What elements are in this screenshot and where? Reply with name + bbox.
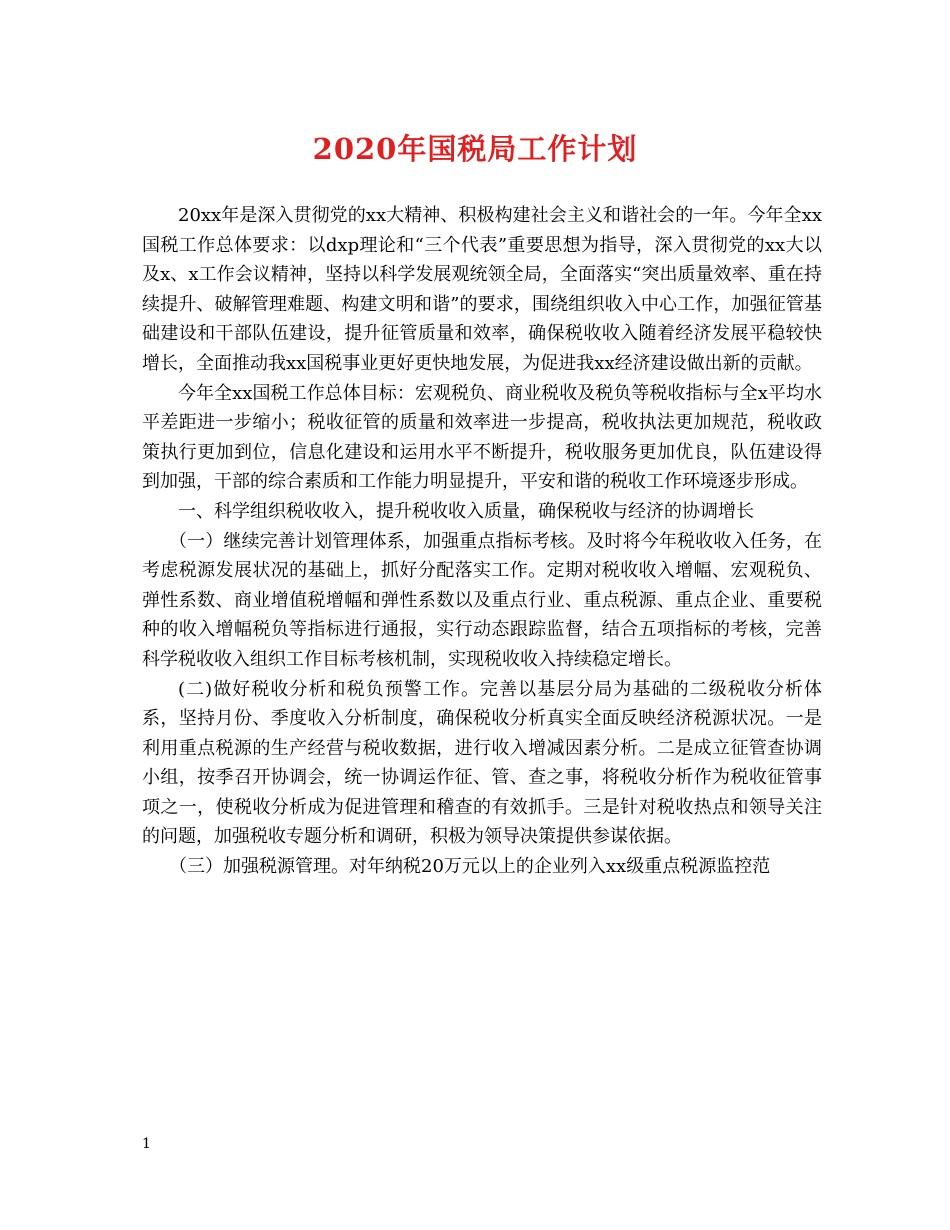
page-number: 1 [142, 1136, 151, 1152]
paragraph-item-1: （一）继续完善计划管理体系，加强重点指标考核。及时将今年税收收入任务，在考虑税源发展状况的基础上，抓好分配落实工作。定期对税收收入增幅、宏观税负、弹性系数、商业增值税增幅和弹性系数以及重点行业、重点税源、重点企业、重要税种的收入增幅税负等指标进行通报，实行动态跟踪监督，结合五项指标的考核，完善科学税收收入组织工作目标考核机制，实现税收收入持续稳定增长。 [142, 530, 822, 670]
paragraph-item-3: （三）加强税源管理。对年纳税20万元以上的企业列入xx级重点税源监控范 [169, 856, 771, 878]
paragraph-item-2: (二)做好税收分析和税负预警工作。完善以基层分局为基础的二级税收分析体系，坚持月份、季度收入分析制度，确保税收分析真实全面反映经济税源状况。一是利用重点税源的生产经营与税收数据，进行收入增减因素分析。二是成立征管查协调小组，按季召开协调会，统一协调运作征、管、查之事，将税收分析作为税收征管事项之一，使税收分析成为促进管理和稽查的有效抓手。三是针对税收热点和领导关注的问题，加强税收专题分析和调研，积极为领导决策提供参谋依据。 [142, 678, 822, 848]
paragraph-goals: 今年全xx国税工作总体目标：宏观税负、商业税收及税负等税收指标与全x平均水平差距进一步缩小；税收征管的质量和效率进一步提高，税收执法更加规范，税收政策执行更加到位，信息化建设和运用水平不断提升，税收服务更加优良，队伍建设得到加强，干部的综合素质和工作能力明显提升，平安和谐的税收工作环境逐步形成。 [142, 382, 822, 493]
paragraph-intro: 20xx年是深入贯彻党的xx大精神、积极构建社会主义和谐社会的一年。今年全xx国税工作总体要求：以dxp理论和“三个代表”重要思想为指导，深入贯彻党的xx大以及x、x工作会议精神，坚持以科学发展观统领全局，全面落实“突出质量效率、重在持续提升、破解管理难题、构建文明和谐”的要求，围绕组织收入中心工作，加强征管基础建设和干部队伍建设，提升征管质量和效率，确保税收收入随着经济发展平稳较快增长，全面推动我xx国税事业更好更快地发展，为促进我xx经济建设做出新的贡献。 [142, 205, 822, 374]
document-body [142, 201, 822, 882]
document-title: 2020年国税局工作计划 [312, 132, 638, 166]
section-heading-1: 一、科学组织税收收入，提升税收收入质量，确保税收与经济的协调增长 [178, 500, 754, 522]
